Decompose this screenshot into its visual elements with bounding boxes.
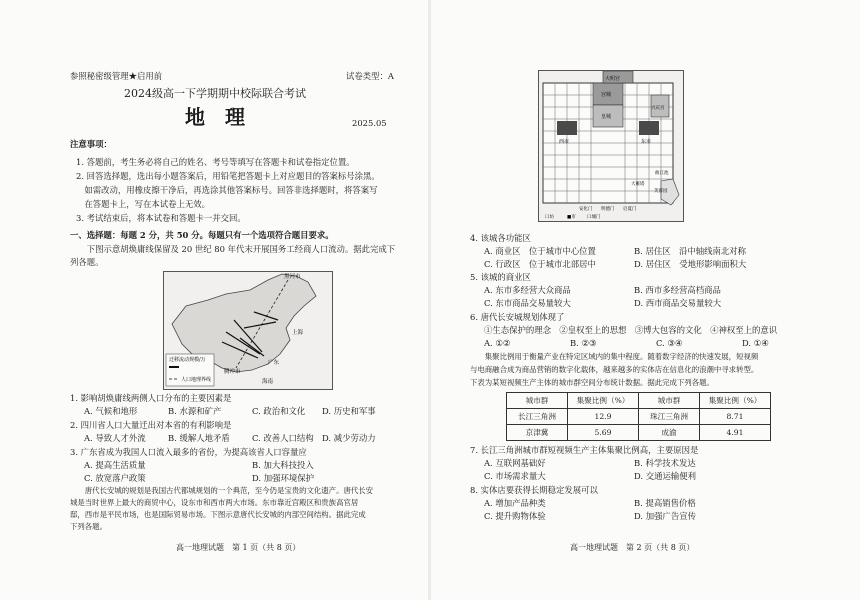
- legend-market: ■市: [567, 215, 576, 220]
- label-east-market: 东市: [641, 139, 652, 145]
- option: C. 东市商品交易量较大: [484, 298, 571, 308]
- option: C. 改善人口结构: [252, 433, 314, 443]
- question-stem: 4. 该城各功能区: [470, 233, 531, 243]
- table-header: 城市群: [639, 393, 700, 409]
- notice-title: 注意事项：: [70, 139, 112, 149]
- option: C. 政治和文化: [252, 406, 306, 416]
- notice-line: 如需改动，用橡皮擦干净后，再选涂其他答案标号。回答非选择题时，将答案写: [76, 185, 378, 195]
- option: D. 交通运输便利: [634, 471, 696, 481]
- intro-text: 下列各题。: [70, 522, 107, 531]
- option: A. 气候和地形: [84, 406, 138, 416]
- option: B. 水源和矿产: [168, 406, 222, 416]
- option: B. 科学技术发达: [634, 458, 696, 468]
- option: D. 减少劳动力: [322, 433, 376, 443]
- table-row: [507, 425, 771, 441]
- table-cell: 京津冀: [507, 425, 568, 441]
- option: A. 东市多经营大众商品: [484, 285, 571, 295]
- changan-city-map: [538, 70, 684, 222]
- notice-line: 2. 回答选择题，选出每小题答案后，用铅笔把答题卡上对应题目的答案标号涂黑。: [76, 171, 380, 181]
- map-label-heihe: 黑河市: [284, 274, 301, 280]
- option: B. 加大科技投入: [252, 460, 314, 470]
- legend-flow-label: 迁移流动规模/万: [169, 357, 206, 363]
- question-stem: 5. 该城的商业区: [470, 272, 531, 282]
- question-stem: 3. 广东省成为我国人口流入最多的省份，为提高该省人口容量应: [70, 447, 307, 457]
- option: A. 增加产品种类: [484, 498, 546, 508]
- notice-line: 3. 考试结束后，将本试卷和答题卡一并交回。: [76, 213, 246, 223]
- intro-text: 城是当时世界上最大的商贸中心，设东市和西市两大市场。东市靠近宫殿区和贵族高官居: [70, 498, 359, 507]
- option: B. ②③: [570, 338, 597, 348]
- label-big-wild-goose-pagoda: 大雁塔: [631, 182, 645, 187]
- option: A. 商业区 位于城市中心位置: [484, 246, 596, 256]
- label-west-market: 西市: [559, 139, 570, 145]
- option: C. 提升购物体验: [484, 511, 546, 521]
- subject-title: 地 理: [185, 105, 245, 129]
- option: C. 行政区 位于城市北部居中: [484, 259, 596, 269]
- table-cell: 8.71: [700, 409, 771, 425]
- option: A. 导致人才外流: [84, 433, 146, 443]
- intro-text: 列各题。: [70, 257, 104, 267]
- table-cell: 成渝: [639, 425, 700, 441]
- option: B. 缓解人地矛盾: [168, 433, 230, 443]
- exam-title: 2024级高一下学期期中校际联合考试: [124, 87, 306, 100]
- map-label-hainan: 海南: [262, 379, 274, 385]
- option: A. 互联网基础好: [484, 458, 546, 468]
- option: B. 居住区 沿中轴线南北对称: [634, 246, 746, 256]
- option: D. 历史和军事: [322, 406, 376, 416]
- table-cell: 珠江三角洲: [639, 409, 700, 425]
- changan-map-graphic: [539, 71, 683, 221]
- aggregation-table: [506, 392, 771, 441]
- security-level: 参照秘密级管理★启用前: [70, 71, 163, 81]
- option: B. 提高销售价格: [634, 498, 696, 508]
- question-stem: 1. 影响胡焕庸线两侧人口分布的主要因素是: [70, 393, 232, 403]
- intro-text: 下表为某短视频生产主体的城市群空间分布统计数据。据此完成下列各题。: [470, 378, 714, 387]
- map-label-tengchong: 腾冲市: [224, 369, 241, 375]
- question-stem: 2. 四川省人口大量迁出对本省的有利影响是: [70, 420, 232, 430]
- legend-line-label: 人口地理界线: [181, 377, 212, 383]
- label-furong-garden: 芙蓉园: [654, 189, 668, 194]
- label-qixia-gate: 启夏门: [623, 207, 637, 212]
- question-stem: 7. 长江三角洲城市群短视频生产主体集聚比例高，主要原因是: [470, 445, 699, 455]
- option: D. 加强广告宣传: [634, 511, 696, 521]
- legend-gate: 口城门: [587, 215, 601, 220]
- label-daming-palace: 大明宫: [605, 76, 621, 82]
- map-label-shanghai: 上海: [292, 330, 304, 336]
- table-header: 城市群: [507, 393, 568, 409]
- page-footer: 高一地理试题 第 2 页（共 8 页）: [570, 543, 695, 552]
- section-title: 一、选择题：每题 2 分，共 50 分。每题只有一个选项符合题目要求。: [70, 230, 334, 240]
- east-market: [639, 121, 659, 135]
- table-cell: 12.9: [568, 409, 639, 425]
- option: A. 提高生活质量: [84, 460, 146, 470]
- notice-line: 1. 答题前，考生务必将自己的姓名、考号等填写在答题卡和试卷指定位置。: [76, 157, 355, 167]
- option: C. ③④: [656, 338, 683, 348]
- china-map-graphic: [164, 272, 332, 389]
- table-header: 集聚比例（%）: [568, 393, 639, 409]
- intro-text: 下图示意胡焕庸线保留及 20 世纪 80 年代末开展国务工经商人口流动。据此完成下: [70, 244, 396, 254]
- option: D. 加强环境保护: [252, 473, 314, 483]
- question-stem: 8. 实体店要获得长期稳定发展可以: [470, 485, 598, 495]
- question-stem: 6. 唐代长安城规划体现了: [470, 312, 565, 322]
- option: D. 西市商品交易量较大: [634, 298, 722, 308]
- option: B. 西市多经营高档商品: [634, 285, 721, 295]
- label-qujiang-pond: 曲江池: [655, 171, 669, 176]
- label-imperial-city: 皇城: [601, 114, 612, 120]
- label-xingqing-palace: 兴庆宫: [651, 106, 665, 111]
- page-footer: 高一地理试题 第 1 页（共 8 页）: [176, 543, 301, 552]
- legend-ward: 口坊: [545, 215, 554, 220]
- table-cell: 4.91: [700, 425, 771, 441]
- table-cell: 5.69: [568, 425, 639, 441]
- west-market: [557, 121, 577, 135]
- option: D. 居住区 受地形影响面积大: [634, 259, 747, 269]
- intro-text: 邸，西市是平民市场，也是国际贸易市场。下图示意唐代长安城的内部空间结构。据此完成: [70, 510, 366, 519]
- table-row: [507, 409, 771, 425]
- question-statements: ①生态保护的理念 ②皇权至上的思想 ③博大包容的文化 ④神权至上的意识: [484, 325, 778, 335]
- exam-page-2: [430, 0, 860, 600]
- label-anhua-gate: 安化门: [579, 207, 593, 212]
- paper-type: 试卷类型：A: [346, 71, 394, 81]
- intro-text: 与电商融合成为商品营销的数字化载体，越来越多的实体店在信息化的浪潮中寻求转型。: [470, 365, 759, 374]
- china-population-map: [163, 271, 333, 390]
- table-header: 集聚比例（%）: [700, 393, 771, 409]
- option: C. 放宽落户政策: [84, 473, 146, 483]
- intro-text: 集聚比例用于衡量产业在特定区域内的集中程度。随着数字经济的快速发展，短视频: [470, 352, 759, 361]
- label-mingde-gate: 明德门: [601, 207, 615, 212]
- table-header-row: [507, 393, 771, 409]
- option: C. 市场需求量大: [484, 471, 546, 481]
- option: A. ①②: [484, 338, 511, 348]
- label-palace-city: 宫城: [601, 92, 612, 98]
- exam-date: 2025.05: [352, 118, 387, 128]
- map-label-guangdong: 广东: [268, 360, 280, 366]
- notice-line: 在答题卡上，写在本试卷上无效。: [76, 199, 210, 209]
- table-cell: 长江三角洲: [507, 409, 568, 425]
- option: D. ①④: [742, 338, 769, 348]
- intro-text: 唐代长安城的规划是我国古代都城规划的一个典范，至今仍是宝贵的文化遗产。唐代长安: [70, 486, 374, 495]
